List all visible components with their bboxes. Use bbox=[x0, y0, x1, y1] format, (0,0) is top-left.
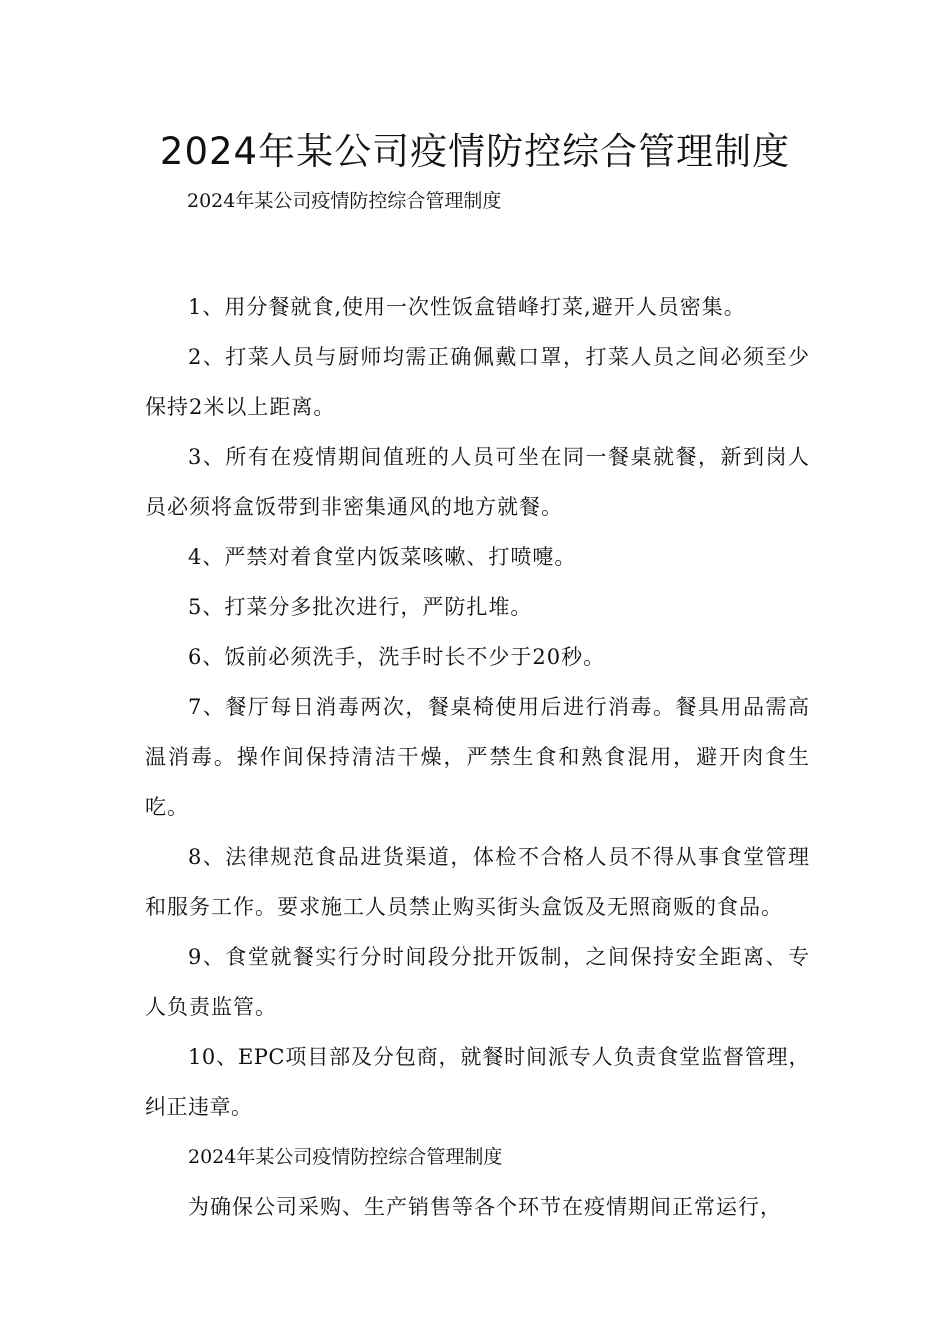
closing-paragraph: 为确保公司采购、生产销售等各个环节在疫情期间正常运行， bbox=[188, 1195, 782, 1219]
document-title: 2024年某公司疫情防控综合管理制度 bbox=[159, 130, 791, 173]
document-body bbox=[145, 282, 810, 1232]
paragraph-3: 3、所有在疫情期间值班的人员可坐在同一餐桌就餐，新到岗人员必须将盒饭带到非密集通风的地方就餐。 bbox=[145, 445, 810, 519]
paragraph-2: 2、打菜人员与厨师均需正确佩戴口罩，打菜人员之间必须至少保持2米以上距离。 bbox=[145, 345, 810, 419]
paragraph-9: 9、食堂就餐实行分时间段分批开饭制，之间保持安全距离、专人负责监管。 bbox=[145, 945, 810, 1019]
paragraph-10: 10、EPC项目部及分包商，就餐时间派专人负责食堂监督管理，纠正违章。 bbox=[145, 1045, 810, 1119]
section-heading: 2024年某公司疫情防控综合管理制度 bbox=[188, 1146, 503, 1168]
paragraph-5: 5、打菜分多批次进行，严防扎堆。 bbox=[188, 595, 533, 619]
paragraph-4: 4、严禁对着食堂内饭菜咳嗽、打喷嚏。 bbox=[188, 545, 577, 569]
paragraph-1: 1、用分餐就食,使用一次性饭盒错峰打菜,避开人员密集。 bbox=[188, 295, 746, 319]
document-subtitle: 2024年某公司疫情防控综合管理制度 bbox=[187, 190, 502, 212]
paragraph-7: 7、餐厅每日消毒两次，餐桌椅使用后进行消毒。餐具用品需高温消毒。操作间保持清洁干燥，严禁生食和熟食混用，避开肉食生吃。 bbox=[145, 695, 810, 819]
paragraph-6: 6、饭前必须洗手，洗手时长不少于20秒。 bbox=[188, 645, 606, 669]
paragraph-8: 8、法律规范食品进货渠道，体检不合格人员不得从事食堂管理和服务工作。要求施工人员禁止购买街头盒饭及无照商贩的食品。 bbox=[145, 845, 810, 919]
